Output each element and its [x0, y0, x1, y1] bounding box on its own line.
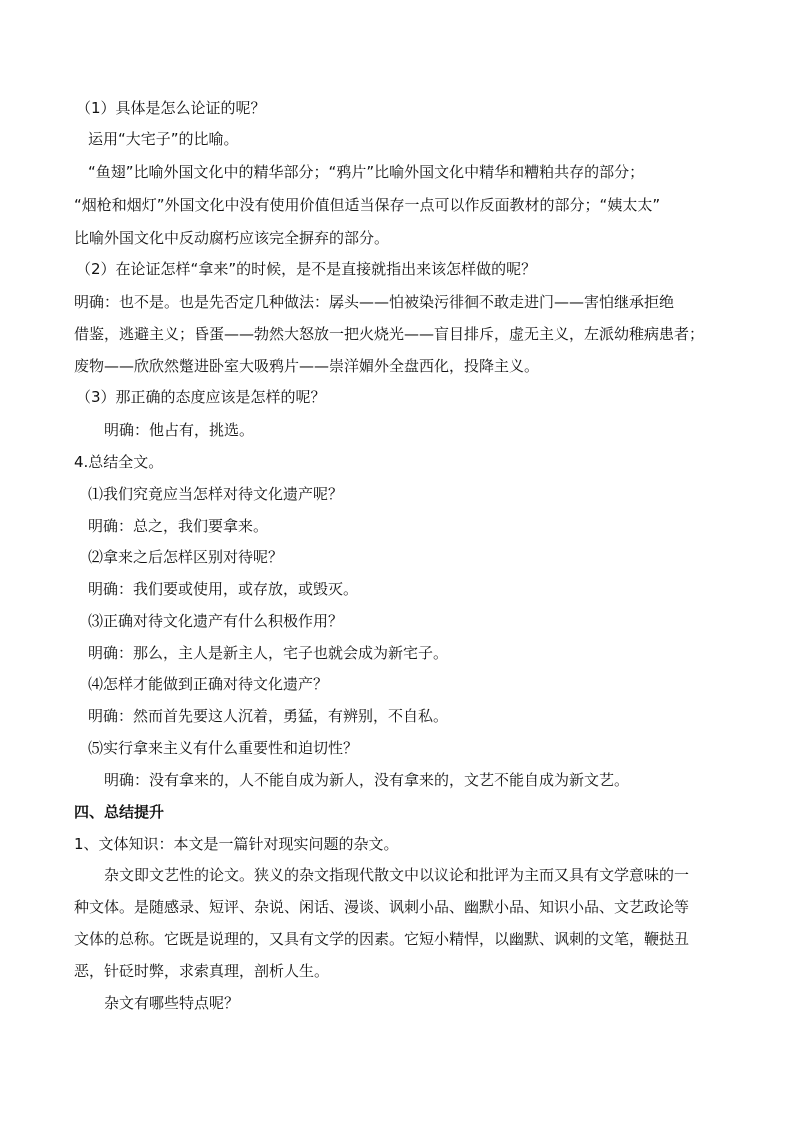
summary-answer-5: 明确：没有拿来的，人不能自成为新人，没有拿来的，文艺不能自成为新文艺。: [104, 771, 630, 789]
summary-question-2: ⑵拿来之后怎样区别对待呢？: [88, 548, 284, 566]
essay-definition-line-1: 杂文即文艺性的论文。狭义的杂文指现代散文中以议论和批评为主而又具有文学意味的一: [104, 866, 690, 884]
knowledge-item-1: 1、文体知识：本文是一篇针对现实问题的杂文。: [74, 835, 399, 853]
essay-definition-line-2: 种文体。是随感录、短评、杂说、闲话、漫谈、讽刺小品、幽默小品、知识小品、文艺政论等: [74, 898, 690, 916]
section-heading-summary: 四、总结提升: [74, 803, 165, 821]
question-1: （1）具体是怎么论证的呢？: [76, 99, 266, 117]
question-3: （3）那正确的态度应该是怎样的呢？: [76, 388, 326, 406]
answer-1: 运用“大宅子”的比喻。: [88, 130, 239, 148]
question-2: （2）在论证怎样“拿来”的时候，是不是直接就指出来该怎样做的呢？: [76, 260, 537, 278]
metaphor-line-2: “烟枪和烟灯”外国文化中没有使用价值但适当保存一点可以作反面教材的部分；“姨太太”: [74, 196, 661, 214]
essay-features-question: 杂文有哪些特点呢？: [104, 994, 240, 1012]
answer-2-line-2: 借鉴，逃避主义；昏蛋——勃然大怒放一把火烧光——盲目排斥，虚无主义，左派幼稚病患者；: [74, 325, 705, 343]
summary-answer-2: 明确：我们要或使用，或存放，或毁灭。: [88, 580, 359, 598]
section-4-heading: 4.总结全文。: [74, 453, 164, 471]
essay-definition-line-4: 恶，针砭时弊，求索真理，剖析人生。: [74, 962, 330, 980]
summary-answer-4: 明确：然而首先要这人沉着，勇猛，有辨别，不自私。: [88, 707, 449, 725]
summary-question-1: ⑴我们究竟应当怎样对待文化遗产呢？: [88, 485, 344, 503]
summary-question-4: ⑷怎样才能做到正确对待文化遗产？: [88, 675, 329, 693]
metaphor-line-1: “鱼翅”比喻外国文化中的精华部分；“鸦片”比喻外国文化中精华和糟粕共存的部分；: [88, 163, 645, 181]
summary-question-5: ⑸实行拿来主义有什么重要性和迫切性？: [88, 739, 359, 757]
metaphor-line-3: 比喻外国文化中反动腐朽应该完全摒弃的部分。: [74, 229, 390, 247]
summary-answer-1: 明确：总之，我们要拿来。: [88, 517, 269, 535]
summary-question-3: ⑶正确对待文化遗产有什么积极作用？: [88, 612, 344, 630]
essay-definition-line-3: 文体的总称。它既是说理的，又具有文学的因素。它短小精悍，以幽默、讽刺的文笔，鞭挞丑: [74, 930, 690, 948]
answer-2-line-1: 明确：也不是。也是先否定几种做法：孱头——怕被染污徘徊不敢走进门——害怕继承拒绝: [74, 293, 675, 311]
answer-2-line-3: 废物——欣欣然蹩进卧室大吸鸦片——崇洋媚外全盘西化，投降主义。: [74, 357, 540, 375]
summary-answer-3: 明确：那么，主人是新主人，宅子也就会成为新宅子。: [88, 644, 449, 662]
answer-3: 明确：他占有，挑选。: [104, 421, 255, 439]
